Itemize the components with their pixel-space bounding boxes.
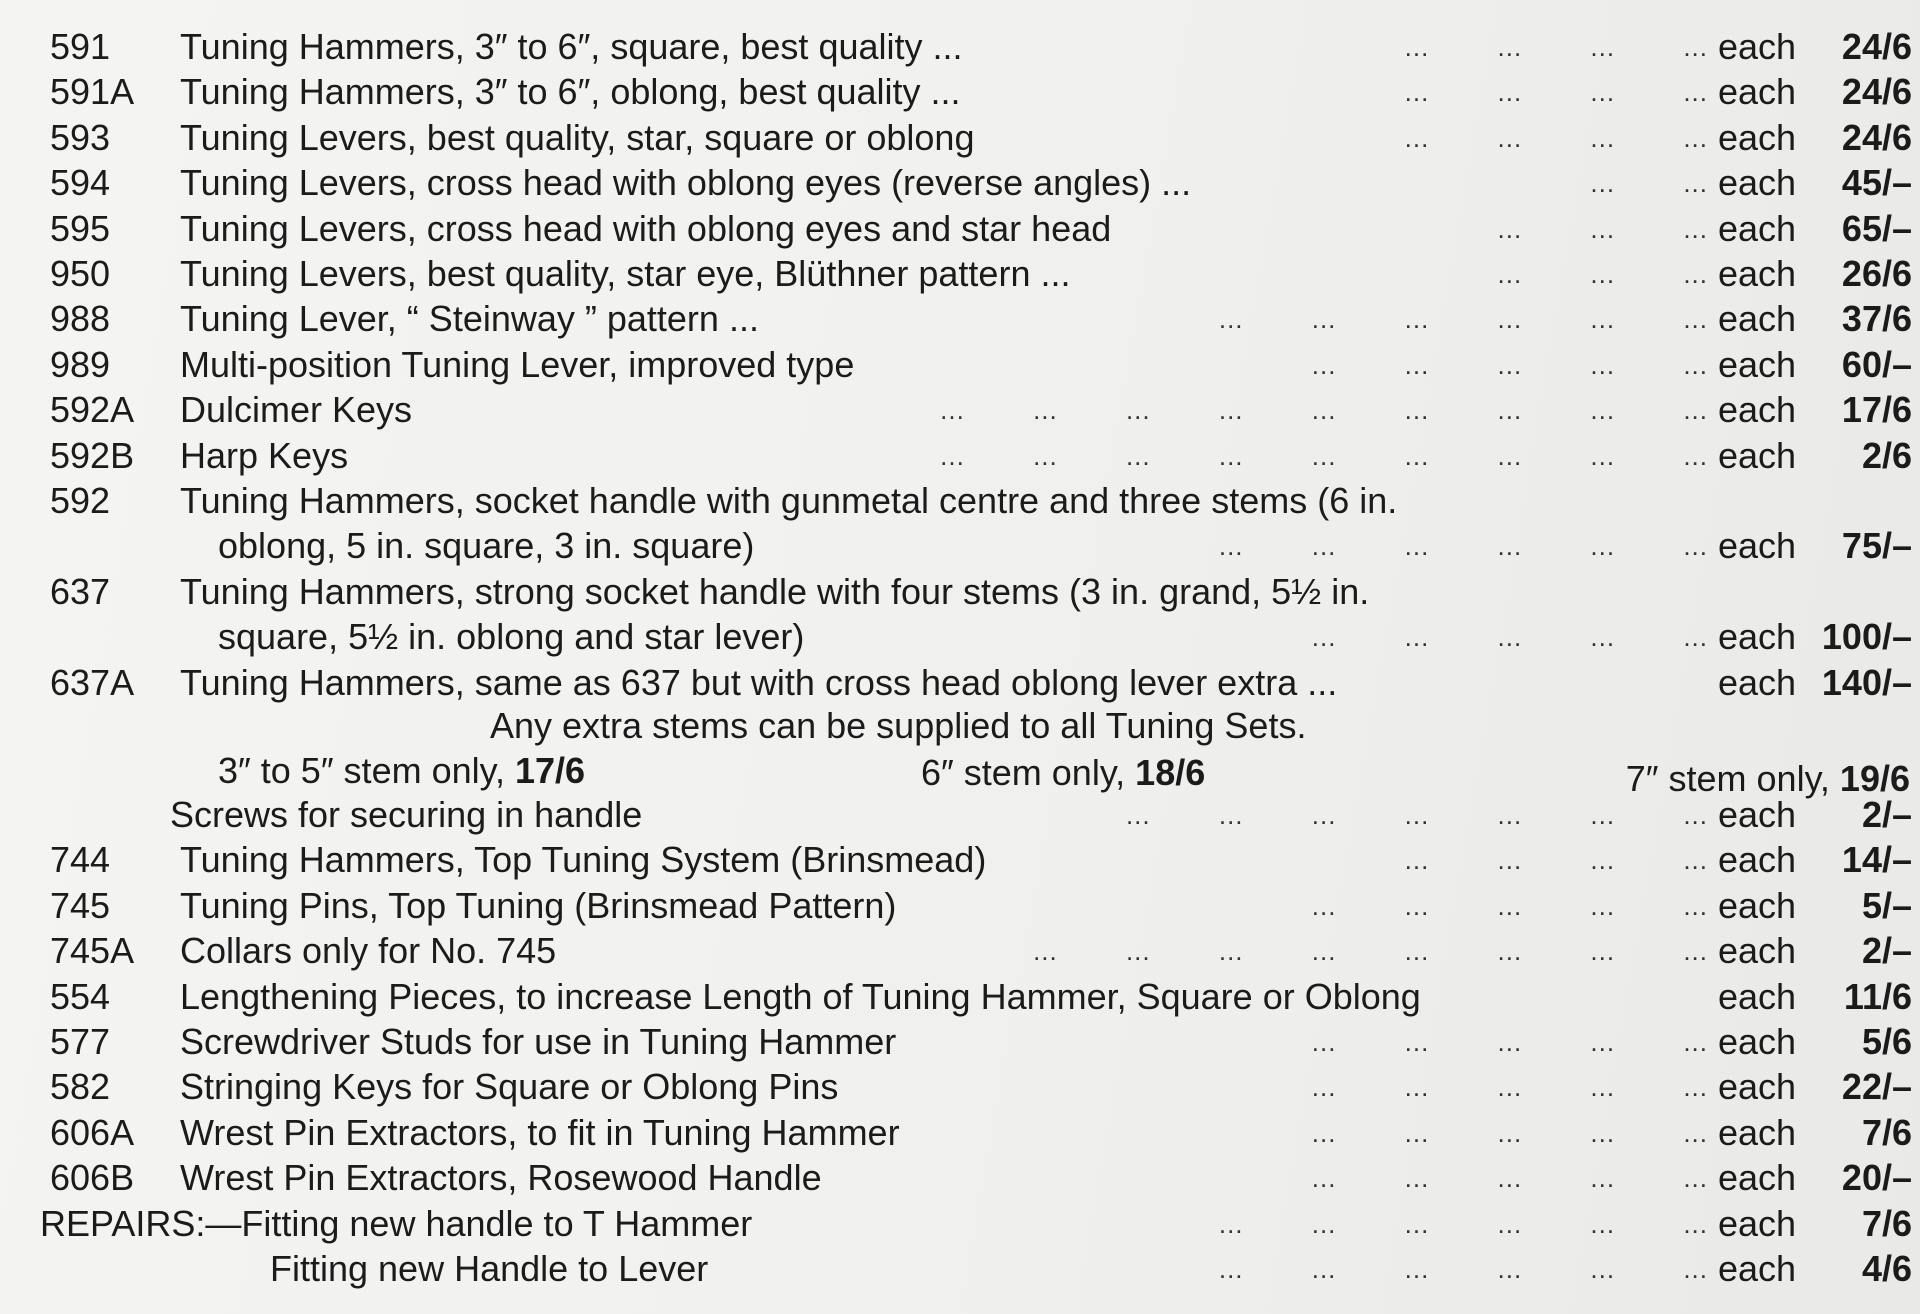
dot-leader: ... ... ... ... ...	[1311, 1163, 1708, 1194]
item-number: 577	[50, 1021, 111, 1062]
item-description: Stringing Keys for Square or Oblong Pins	[180, 1066, 839, 1108]
unit-label: each	[1718, 794, 1797, 835]
item-number: 989	[50, 343, 111, 385]
catalog-row	[0, 433, 1912, 479]
dot-leader: ... ... ... ...	[1404, 32, 1708, 62]
unit-label: each	[1718, 298, 1797, 340]
catalog-row	[0, 251, 1912, 297]
catalog-row	[0, 837, 1912, 883]
dot-leader: ... ... ... ... ... ...	[1218, 304, 1708, 335]
unit-label: each	[1718, 253, 1797, 294]
item-price: 11/6	[1843, 975, 1912, 1017]
catalog-row	[0, 160, 1912, 206]
dot-leader: ... ... ... ... ... ... ...	[1125, 800, 1708, 830]
item-description: Dulcimer Keys	[180, 389, 413, 431]
dot-leader: ... ... ... ...	[1404, 845, 1708, 876]
unit-label: each	[1718, 207, 1797, 249]
item-number: 988	[50, 298, 111, 340]
item-description: Lengthening Pieces, to increase Length of Tuning Hammer, Square or Oblong	[180, 975, 1421, 1017]
dot-leader: ... ... ... ... ... ...	[1218, 1254, 1708, 1284]
catalog-row	[0, 928, 1912, 974]
unit-label: each	[1718, 525, 1797, 567]
unit-label: each	[1718, 71, 1797, 113]
item-number: 606B	[50, 1157, 135, 1199]
catalog-row	[0, 206, 1912, 252]
item-description: Tuning Hammers, 3″ to 6″, square, best quality ...	[180, 26, 963, 67]
item-description: Tuning Levers, best quality, star, square or oblong	[180, 116, 975, 158]
stem-price: 19/6	[1839, 758, 1910, 799]
unit-label: each	[1718, 839, 1797, 881]
unit-label: each	[1718, 616, 1797, 658]
item-description: Wrest Pin Extractors, to fit in Tuning Hammer	[180, 1111, 900, 1153]
catalog-row	[0, 342, 1912, 388]
dot-leader: ... ... ... ...	[1404, 122, 1708, 153]
item-price: 5/6	[1861, 1021, 1912, 1062]
item-number: 592	[50, 480, 111, 521]
dot-leader: ... ... ... ... ...	[1311, 1027, 1708, 1057]
item-number: 637A	[50, 661, 135, 703]
unit-label: each	[1718, 1248, 1797, 1289]
item-number: 594	[50, 162, 111, 204]
unit-label: each	[1718, 1202, 1797, 1244]
item-description: Wrest Pin Extractors, Rosewood Handle	[180, 1157, 822, 1199]
item-price: 7/6	[1861, 1202, 1912, 1244]
item-price: 7/6	[1861, 1111, 1912, 1153]
unit-label: each	[1718, 1066, 1797, 1108]
unit-label: each	[1718, 26, 1797, 67]
dot-leader: ... ... ...	[1497, 213, 1708, 244]
catalog-row	[0, 883, 1912, 929]
catalog-row	[0, 614, 1912, 660]
unit-label: each	[1718, 661, 1797, 703]
dot-leader: ... ... ... ... ... ... ... ... ...	[940, 395, 1708, 426]
stem-label: 7″ stem only,	[1625, 758, 1830, 799]
catalog-row	[0, 1019, 1912, 1065]
dot-leader: ... ... ... ...	[1404, 77, 1708, 108]
dot-leader: ... ...	[1590, 168, 1708, 199]
catalog-row	[0, 792, 1912, 838]
catalog-row	[0, 1201, 1912, 1247]
item-number: 582	[50, 1066, 111, 1108]
item-description: Tuning Levers, cross head with oblong eyes (reverse angles) ...	[180, 162, 1192, 204]
item-description: Harp Keys	[180, 434, 349, 476]
item-description: Fitting new handle to T Hammer	[241, 1202, 753, 1244]
item-price: 22/–	[1841, 1066, 1912, 1108]
catalog-row	[0, 569, 1912, 615]
item-description: Tuning Hammers, Top Tuning System (Brinsmead)	[180, 839, 987, 881]
item-price: 24/6	[1841, 116, 1912, 158]
catalog-row	[0, 660, 1912, 706]
unit-label: each	[1718, 975, 1797, 1017]
dot-leader: ... ... ... ... ...	[1311, 349, 1708, 380]
item-description: square, 5½ in. oblong and star lever)	[218, 616, 805, 658]
item-number: 637	[50, 570, 111, 612]
stem-label: 3″ to 5″ stem only,	[218, 750, 505, 791]
item-number: 591	[50, 26, 111, 67]
dot-leader: ... ... ... ... ...	[1311, 622, 1708, 653]
item-description: Screws for securing in handle	[170, 794, 643, 835]
item-description: Tuning Levers, cross head with oblong eyes and star head	[180, 207, 1112, 249]
dot-leader: ... ... ... ... ... ...	[1218, 531, 1708, 562]
item-number: 592A	[50, 389, 135, 431]
catalog-row	[0, 1110, 1912, 1156]
unit-label: each	[1718, 116, 1797, 158]
stem-label: 6″ stem only,	[921, 752, 1126, 793]
unit-label: each	[1718, 884, 1797, 926]
item-description: Tuning Hammers, same as 637 but with cross head oblong lever extra ...	[180, 661, 1338, 703]
item-price: 60/–	[1841, 343, 1912, 385]
item-price: 100/–	[1821, 616, 1912, 658]
unit-label: each	[1718, 930, 1797, 972]
catalog-row	[0, 115, 1912, 161]
catalog-row	[0, 523, 1912, 569]
stem-price: 18/6	[1135, 752, 1206, 793]
item-number: 592B	[50, 434, 135, 476]
dot-leader: ... ... ...	[1497, 259, 1708, 289]
item-description: Fitting new Handle to Lever	[270, 1248, 709, 1289]
item-price: 75/–	[1841, 525, 1912, 567]
item-description: Tuning Hammers, 3″ to 6″, oblong, best quality ...	[180, 71, 961, 113]
item-description: Multi-position Tuning Lever, improved type	[180, 343, 855, 385]
item-description: Tuning Hammers, socket handle with gunmetal centre and three stems (6 in.	[180, 480, 1398, 521]
dot-leader: ... ... ... ... ... ... ... ... ...	[940, 440, 1708, 471]
item-price: 140/–	[1821, 661, 1912, 703]
item-price: 5/–	[1861, 884, 1912, 926]
catalog-row	[0, 1246, 1912, 1292]
item-price: 26/6	[1841, 253, 1912, 294]
dot-leader: ... ... ... ... ...	[1311, 1072, 1708, 1103]
item-description: Tuning Pins, Top Tuning (Brinsmead Pattern)	[180, 884, 897, 926]
unit-label: each	[1718, 389, 1797, 431]
item-number: 593	[50, 116, 111, 158]
item-description: Tuning Levers, best quality, star eye, Blüthner pattern ...	[180, 253, 1071, 294]
catalog-row	[0, 974, 1912, 1020]
stem-price-6	[921, 752, 1205, 794]
unit-label: each	[1718, 1111, 1797, 1153]
catalog-row	[0, 69, 1912, 115]
dot-leader: ... ... ... ... ...	[1311, 1117, 1708, 1148]
extra-stems-note: Any extra stems can be supplied to all Tuning Sets.	[490, 705, 1307, 746]
stem-price-3-5	[218, 750, 585, 792]
item-number: 591A	[50, 71, 135, 113]
unit-label: each	[1718, 1021, 1797, 1062]
dot-leader: ... ... ... ... ... ... ... ...	[1033, 936, 1708, 967]
item-description: Tuning Lever, “ Steinway ” pattern ...	[180, 298, 759, 340]
item-description: Collars only for No. 745	[180, 930, 557, 972]
item-number: 745	[50, 884, 111, 926]
item-number: 606A	[50, 1111, 135, 1153]
item-description: Tuning Hammers, strong socket handle with four stems (3 in. grand, 5½ in.	[180, 570, 1370, 612]
unit-label: each	[1718, 343, 1797, 385]
item-price: 2/–	[1861, 794, 1912, 835]
item-price: 45/–	[1841, 162, 1912, 204]
item-price: 4/6	[1861, 1248, 1912, 1289]
dot-leader: ... ... ... ... ... ...	[1218, 1208, 1708, 1239]
item-description: oblong, 5 in. square, 3 in. square)	[218, 525, 755, 567]
item-number: REPAIRS:—	[40, 1202, 242, 1244]
item-number: 595	[50, 207, 111, 249]
item-price: 37/6	[1841, 298, 1912, 340]
unit-label: each	[1718, 1157, 1797, 1199]
item-number: 554	[50, 975, 111, 1017]
item-price: 20/–	[1841, 1157, 1912, 1199]
catalog-row	[0, 1064, 1912, 1110]
item-number: 744	[50, 839, 111, 881]
unit-label: each	[1718, 162, 1797, 204]
item-price: 2/6	[1861, 434, 1912, 476]
item-price: 2/–	[1861, 930, 1912, 972]
item-price: 17/6	[1841, 389, 1912, 431]
unit-label: each	[1718, 434, 1797, 476]
dot-leader: ... ... ... ... ...	[1311, 890, 1708, 921]
catalog-row	[0, 1155, 1912, 1201]
item-description: Screwdriver Studs for use in Tuning Hammer	[180, 1021, 897, 1062]
catalog-row	[0, 296, 1912, 342]
item-number: 745A	[50, 930, 135, 972]
catalog-row	[0, 24, 1912, 70]
item-price: 65/–	[1841, 207, 1912, 249]
item-price: 24/6	[1841, 71, 1912, 113]
item-price: 24/6	[1841, 26, 1912, 67]
item-number: 950	[50, 253, 111, 294]
stem-price: 17/6	[514, 750, 586, 791]
item-price: 14/–	[1841, 839, 1912, 881]
catalog-row	[0, 478, 1912, 524]
catalog-row	[0, 387, 1912, 433]
